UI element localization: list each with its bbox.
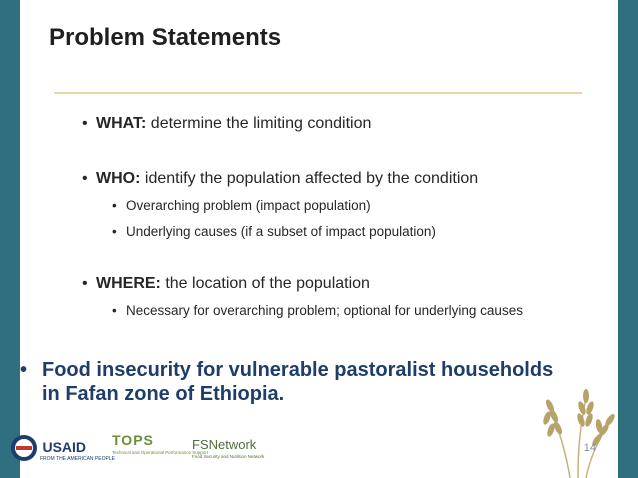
main-statement-line1: Food insecurity for vulnerable pastoralist households	[42, 359, 554, 381]
tops-tagline: Technical and Operational Performance Support	[112, 450, 209, 455]
main-statement-line2: in Fafan zone of Ethiopia.	[42, 383, 285, 405]
slide	[20, 0, 618, 478]
bullet-what	[82, 115, 371, 133]
fsn-logo	[192, 436, 264, 459]
page-number: 14	[583, 442, 596, 454]
sub-bullet-text: Necessary for overarching problem; optional for underlying causes	[126, 303, 523, 318]
bullet-who	[82, 170, 478, 188]
fsn-tagline: Food Security and Nutrition Network	[192, 454, 265, 459]
usaid-wordmark: USAID	[42, 439, 87, 456]
bullet-key: WHAT:	[96, 115, 147, 132]
fsn-wordmark: FSNetwork	[192, 437, 257, 452]
bullet-text: determine the limiting condition	[146, 115, 372, 132]
usaid-seal-icon	[10, 434, 38, 462]
bullet-dot: •	[82, 170, 88, 187]
bullet-dot: •	[82, 275, 88, 292]
usaid-logo	[10, 434, 115, 462]
bullet-text: the location of the population	[160, 275, 370, 292]
bullet-dot: •	[20, 359, 28, 381]
bullet-dot: •	[112, 198, 117, 213]
sub-bullet	[112, 303, 523, 318]
bullet-key: WHERE:	[96, 275, 161, 292]
logo-bar	[20, 430, 340, 470]
sub-bullet-text: Overarching problem (impact population)	[126, 198, 371, 213]
tops-wordmark: TOPS	[112, 432, 154, 448]
bullet-text: identify the population affected by the condition	[140, 170, 479, 187]
usaid-tagline: FROM THE AMERICAN PEOPLE	[40, 456, 115, 462]
bullet-dot: •	[112, 224, 117, 239]
sub-bullet	[112, 224, 436, 239]
wheat-decoration-icon	[520, 378, 616, 478]
bullet-dot: •	[82, 115, 88, 132]
title-band	[20, 0, 618, 94]
bullet-dot: •	[112, 303, 117, 318]
bullet-where	[82, 275, 370, 293]
title-divider	[54, 92, 582, 94]
main-statement	[20, 358, 600, 406]
sub-bullet	[112, 198, 371, 213]
bullet-key: WHO:	[96, 170, 141, 187]
sub-bullet-text: Underlying causes (if a subset of impact population)	[126, 224, 436, 239]
slide-title: Problem Statements	[49, 24, 282, 51]
